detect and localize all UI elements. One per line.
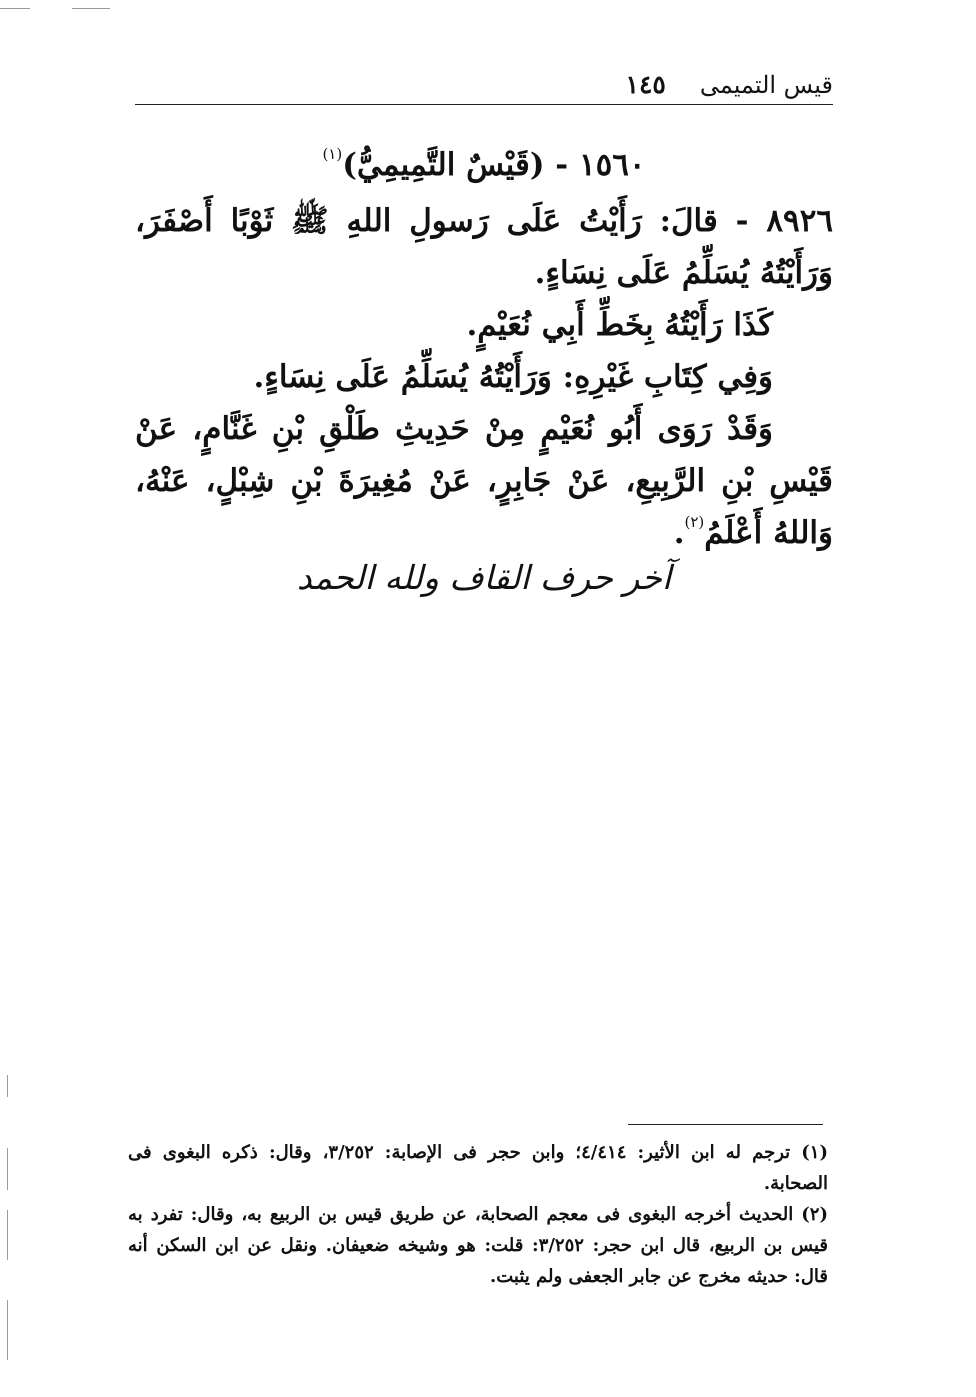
entry-title — [135, 143, 833, 187]
footnote-ref-2: (٢) — [684, 513, 705, 531]
header-rule — [135, 104, 833, 105]
main-text — [135, 195, 833, 559]
hadith-number: ٨٩٢٦ — [766, 203, 833, 239]
entry-title-text: ١٥٦٠ - (قَيْسٌ التَّمِيمِيُّ) — [342, 147, 646, 183]
footnote-1: (١) ترجم له ابن الأثير: ٤/٤١٤؛ وابن حجر فى الإصابة: ٣/٢٥٢، وقال: ذكره البغوى فى الصحابة. — [128, 1142, 828, 1194]
note-paragraph-1: كَذَا رَأَيْتُهُ بِخَطِّ أَبِي نُعَيْمٍ. — [466, 307, 773, 343]
page-number: ١٤٥ — [625, 70, 666, 99]
section-end-line: آخر حرف القاف ولله الحمد — [296, 558, 672, 597]
running-head — [135, 58, 833, 102]
note-paragraph-3-text: وَقَدْ رَوَى أَبُو نُعَيْمٍ مِنْ حَدِيثِ طَلْقِ بْنِ غَنَّامٍ، عَنْ قَيْسِ بْنِ الرَّبِيعِ، عَنْ جَابِرٍ، عَنْ مُغِيرَةَ بْنِ شِبْلٍ، عَنْهُ، وَاللهُ أَعْلَمُ — [135, 411, 833, 551]
note-paragraph-2: وَفِي كِتَابِ غَيْرِهِ: وَرَأَيْتُهُ يُسَلِّمُ عَلَى نِسَاءٍ. — [253, 359, 773, 395]
note-paragraph-3 — [135, 403, 833, 559]
footnote-rule — [628, 1124, 823, 1125]
footnote-2: (٢) الحديث أخرجه البغوى فى معجم الصحابة، عن طريق قيس بن الربيع به، وقال: تفرد به قيس بن الربيع، قال ابن حجر: ٣/٢٥٢: قلت: هو وشيخه ضعيفان. ونقل عن ابن السكن أنه قال: حديثه مخرج عن جابر الجعفى ولم يثبت. — [128, 1204, 829, 1287]
note-paragraph-3-end: . — [673, 515, 685, 551]
footnote-ref-1: (١) — [322, 145, 343, 163]
footnotes — [128, 1137, 828, 1292]
hadith-text: - قالَ: رَأَيْتُ عَلَى رَسولِ اللهِ ﷺ ثَوْبًا أَصْفَرَ، وَرَأَيْتُهُ يُسَلِّمُ عَلَى نِسَاءٍ. — [135, 203, 833, 291]
hadith-paragraph — [135, 195, 833, 299]
running-head-title: قيس التميمى — [699, 71, 833, 99]
